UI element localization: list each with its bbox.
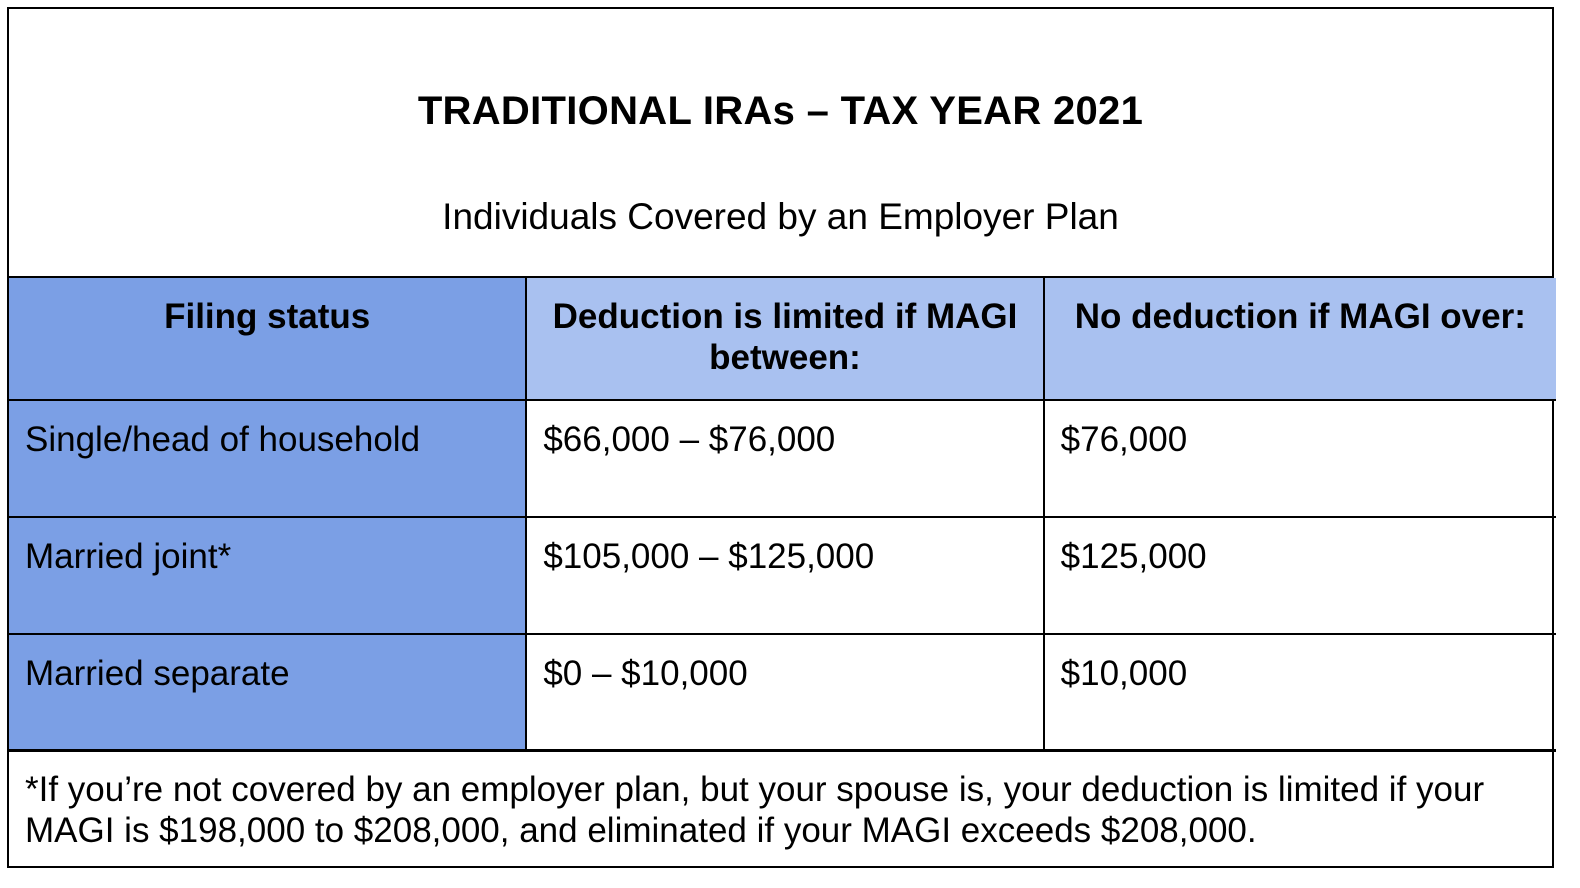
table-row <box>9 634 1556 750</box>
ira-deduction-table <box>9 278 1556 752</box>
table-row <box>9 517 1556 634</box>
ira-table-card <box>7 7 1554 868</box>
filing-status-cell: Married joint* <box>9 517 526 634</box>
no-deduction-cell: $10,000 <box>1044 634 1556 750</box>
page-subtitle: Individuals Covered by an Employer Plan <box>442 196 1119 237</box>
no-deduction-cell: $76,000 <box>1044 400 1556 517</box>
table-header-row <box>9 278 1556 400</box>
limited-range-cell: $105,000 – $125,000 <box>526 517 1043 634</box>
no-deduction-cell: $125,000 <box>1044 517 1556 634</box>
table-header-area <box>9 9 1552 278</box>
filing-status-cell: Married separate <box>9 634 526 750</box>
column-header-limited-range: Deduction is limited if MAGI between: <box>526 278 1043 400</box>
column-header-filing-status: Filing status <box>9 278 526 400</box>
limited-range-cell: $66,000 – $76,000 <box>526 400 1043 517</box>
table-row <box>9 400 1556 517</box>
footnote: *If you’re not covered by an employer plan, but your spouse is, your deduction is limited if your MAGI is $198,000 to $208,000, and eliminated if your MAGI exceeds $208,000. <box>25 770 1485 850</box>
column-header-no-deduction: No deduction if MAGI over: <box>1044 278 1556 400</box>
page-title: TRADITIONAL IRAs – TAX YEAR 2021 <box>417 89 1144 133</box>
limited-range-cell: $0 – $10,000 <box>526 634 1043 750</box>
filing-status-cell: Single/head of household <box>9 400 526 517</box>
